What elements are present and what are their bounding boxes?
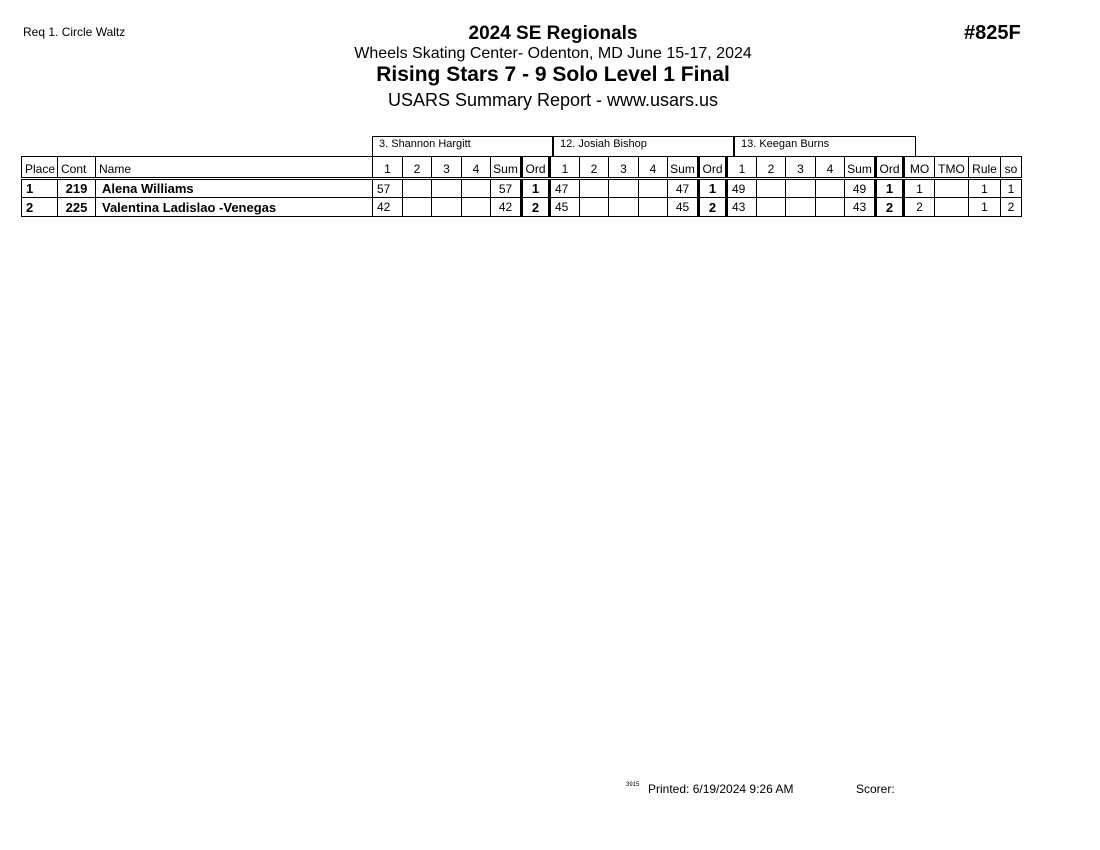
col-j1-sum: Sum bbox=[491, 157, 522, 179]
col-j1-3: 3 bbox=[432, 157, 462, 179]
judge-header-1: 3. Shannon Hargitt bbox=[372, 136, 553, 156]
event-title: Rising Stars 7 - 9 Solo Level 1 Final bbox=[376, 63, 730, 86]
judge-header-2: 12. Josiah Bishop bbox=[553, 136, 734, 156]
col-j1-1: 1 bbox=[373, 157, 403, 179]
event-code: #825F bbox=[964, 22, 1021, 44]
j1-score-3 bbox=[432, 179, 462, 198]
j3-sum: 43 bbox=[845, 198, 876, 217]
j2-score-4 bbox=[639, 198, 668, 217]
j1-sum: 42 bbox=[491, 198, 522, 217]
col-name: Name bbox=[96, 157, 373, 179]
col-j3-1: 1 bbox=[727, 157, 757, 179]
j3-score-1: 43 bbox=[727, 198, 757, 217]
place-cell: 2 bbox=[22, 198, 58, 217]
j3-score-3 bbox=[786, 198, 816, 217]
col-place: Place bbox=[22, 157, 58, 179]
j3-score-4 bbox=[816, 179, 845, 198]
j1-score-1: 42 bbox=[373, 198, 403, 217]
requirement-label: Req 1. Circle Waltz bbox=[23, 25, 126, 39]
col-j3-3: 3 bbox=[786, 157, 816, 179]
rule-cell: 1 bbox=[969, 179, 1001, 198]
j1-score-1: 57 bbox=[373, 179, 403, 198]
mo-cell: 1 bbox=[904, 179, 935, 198]
j2-score-4 bbox=[639, 179, 668, 198]
so-cell: 2 bbox=[1001, 198, 1022, 217]
col-j1-4: 4 bbox=[462, 157, 491, 179]
cont-cell: 225 bbox=[58, 198, 96, 217]
j1-score-2 bbox=[403, 198, 432, 217]
j2-score-2 bbox=[580, 179, 609, 198]
j3-score-3 bbox=[786, 179, 816, 198]
col-j2-4: 4 bbox=[639, 157, 668, 179]
col-j2-ord: Ord bbox=[699, 157, 727, 179]
j3-score-2 bbox=[757, 198, 786, 217]
scorer-label: Scorer: bbox=[856, 782, 895, 796]
col-j3-2: 2 bbox=[757, 157, 786, 179]
j3-ord: 2 bbox=[876, 198, 904, 217]
col-cont: Cont bbox=[58, 157, 96, 179]
j2-score-3 bbox=[609, 198, 639, 217]
j1-score-4 bbox=[462, 198, 491, 217]
j1-ord: 2 bbox=[522, 198, 550, 217]
report-subtitle: USARS Summary Report - www.usars.us bbox=[387, 90, 719, 110]
table-header-row bbox=[22, 157, 1022, 179]
j1-ord: 1 bbox=[522, 179, 550, 198]
j2-ord: 1 bbox=[699, 179, 727, 198]
j2-score-2 bbox=[580, 198, 609, 217]
tmo-cell bbox=[935, 198, 969, 217]
j2-ord: 2 bbox=[699, 198, 727, 217]
col-j1-2: 2 bbox=[403, 157, 432, 179]
tmo-cell bbox=[935, 179, 969, 198]
col-tmo: TMO bbox=[935, 157, 969, 179]
place-cell: 1 bbox=[22, 179, 58, 198]
j1-score-4 bbox=[462, 179, 491, 198]
page-title: 2024 SE Regionals bbox=[468, 23, 638, 44]
col-so: so bbox=[1001, 157, 1022, 179]
j1-score-2 bbox=[403, 179, 432, 198]
j2-score-3 bbox=[609, 179, 639, 198]
col-j3-4: 4 bbox=[816, 157, 845, 179]
j2-score-1: 45 bbox=[550, 198, 580, 217]
col-mo: MO bbox=[904, 157, 935, 179]
j2-sum: 47 bbox=[668, 179, 699, 198]
mo-cell: 2 bbox=[904, 198, 935, 217]
table-row bbox=[22, 179, 1022, 198]
col-rule: Rule bbox=[969, 157, 1001, 179]
j3-score-4 bbox=[816, 198, 845, 217]
cont-cell: 219 bbox=[58, 179, 96, 198]
footnote-number: 3915 bbox=[626, 782, 640, 788]
col-j2-2: 2 bbox=[580, 157, 609, 179]
venue-line: Wheels Skating Center- Odenton, MD June 15-17, 2024 bbox=[354, 45, 752, 62]
judge-header-3: 13. Keegan Burns bbox=[734, 136, 916, 156]
j3-score-1: 49 bbox=[727, 179, 757, 198]
j3-ord: 1 bbox=[876, 179, 904, 198]
j3-score-2 bbox=[757, 179, 786, 198]
col-j2-sum: Sum bbox=[668, 157, 699, 179]
skater-name: Alena Williams bbox=[96, 179, 373, 198]
col-j1-ord: Ord bbox=[522, 157, 550, 179]
skater-name: Valentina Ladislao -Venegas bbox=[96, 198, 373, 217]
col-j3-sum: Sum bbox=[845, 157, 876, 179]
table-row bbox=[22, 198, 1022, 217]
j2-sum: 45 bbox=[668, 198, 699, 217]
so-cell: 1 bbox=[1001, 179, 1022, 198]
col-j2-1: 1 bbox=[550, 157, 580, 179]
j1-score-3 bbox=[432, 198, 462, 217]
j3-sum: 49 bbox=[845, 179, 876, 198]
results-table bbox=[21, 156, 1022, 217]
col-j3-ord: Ord bbox=[876, 157, 904, 179]
j2-score-1: 47 bbox=[550, 179, 580, 198]
j1-sum: 57 bbox=[491, 179, 522, 198]
col-j2-3: 3 bbox=[609, 157, 639, 179]
printed-timestamp: Printed: 6/19/2024 9:26 AM bbox=[648, 782, 794, 796]
rule-cell: 1 bbox=[969, 198, 1001, 217]
